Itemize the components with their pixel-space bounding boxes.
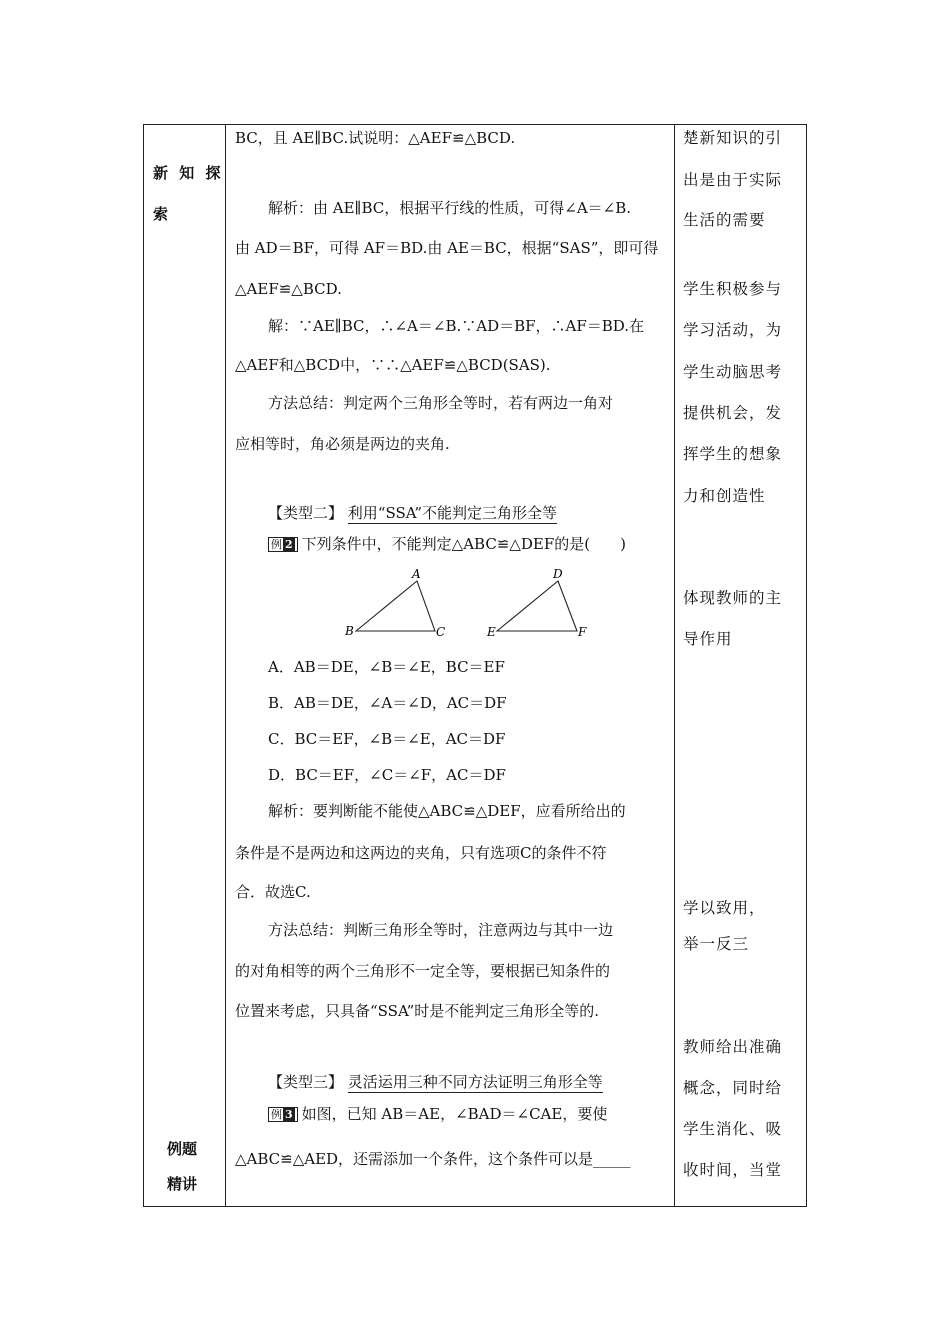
vertex-label-d: D: [553, 567, 563, 581]
text-line: 应相等时，角必须是两边的夹角.: [235, 435, 450, 453]
type2-tag: 【类型二】: [268, 504, 344, 522]
option-c: C．BC＝EF，∠B＝∠E，AC＝DF: [268, 730, 506, 748]
section-label-new-knowledge: 新 知 探: [153, 164, 224, 182]
note-line: 体现教师的主: [683, 589, 783, 607]
option-d: D．BC＝EF，∠C＝∠F，AC＝DF: [268, 766, 506, 784]
text-line: △ABC≌△AED，还需添加一个条件，这个条件可以是_____: [235, 1150, 631, 1168]
example2-text: 下列条件中，不能判定△ABC≌△DEF的是( ): [301, 535, 626, 553]
triangles-figure: [340, 566, 600, 642]
example3-line: [268, 1104, 607, 1124]
text-line: 由 AD＝BF，可得 AF＝BD.由 AE＝BC，根据“SAS”，即可得: [235, 239, 659, 257]
text-line: 方法总结：判定两个三角形全等时，若有两边一角对: [268, 394, 614, 412]
text-line: 合．故选C.: [235, 883, 311, 901]
type3-title: 灵活运用三种不同方法证明三角形全等: [347, 1073, 603, 1091]
type3-heading: [268, 1071, 603, 1092]
text-line: △AEF≌△BCD.: [235, 280, 342, 298]
example2-line: [268, 534, 626, 554]
triangle-abc: [356, 581, 435, 631]
note-line: 学生动脑思考: [683, 363, 783, 381]
option-b: B．AB＝DE，∠A＝∠D，AC＝DF: [268, 694, 507, 712]
note-line: 生活的需要: [683, 211, 766, 229]
triangle-def: [497, 581, 577, 631]
note-line: 挥学生的想象: [683, 445, 783, 463]
example-badge: 例 2: [268, 537, 298, 552]
type2-heading: [268, 502, 557, 523]
vertex-label-a: A: [412, 567, 421, 581]
column-divider-1: [225, 125, 226, 1206]
note-line: 学以致用，: [683, 899, 766, 917]
option-a: A．AB＝DE，∠B＝∠E，BC＝EF: [268, 658, 505, 676]
vertex-label-c: C: [436, 625, 446, 639]
note-line: 举一反三: [683, 935, 750, 953]
note-line: 力和创造性: [683, 487, 766, 505]
text-line: 解析：要判断能不能使△ABC≌△DEF，应看所给出的: [268, 802, 626, 820]
note-line: 概念，同时给: [683, 1079, 783, 1097]
note-line: 导作用: [683, 630, 733, 648]
text-line: 位置来考虑，只具备“SSA”时是不能判定三角形全等的.: [235, 1002, 600, 1020]
text-line: BC，且 AE∥BC.试说明：△AEF≌△BCD.: [235, 129, 516, 147]
note-line: 教师给出准确: [683, 1038, 783, 1056]
type2-title: 利用“SSA”不能判定三角形全等: [347, 504, 558, 522]
vertex-label-f: F: [578, 625, 587, 639]
section-label-examples: 例题: [167, 1140, 198, 1158]
text-line: 解：∵AE∥BC，∴∠A＝∠B.∵AD＝BF，∴AF＝BD.在: [268, 317, 645, 335]
note-line: 学生积极参与: [683, 280, 783, 298]
text-line: 解析：由 AE∥BC，根据平行线的性质，可得∠A＝∠B.: [268, 199, 632, 217]
type3-tag: 【类型三】: [268, 1073, 344, 1091]
section-label-examples-cont: 精讲: [167, 1175, 198, 1193]
note-line: 出是由于实际: [683, 171, 783, 189]
vertex-label-b: B: [345, 624, 354, 638]
example3-text: 如图，已知 AB＝AE，∠BAD＝∠CAE，要使: [301, 1105, 608, 1123]
text-line: 条件是不是两边和这两边的夹角，只有选项C的条件不符: [235, 844, 607, 862]
text-line: 的对角相等的两个三角形不一定全等，要根据已知条件的: [235, 962, 611, 980]
note-line: 楚新知识的引: [683, 129, 783, 147]
text-line: △AEF和△BCD中，∵∴△AEF≌△BCD(SAS).: [235, 356, 551, 374]
vertex-label-e: E: [487, 625, 496, 639]
column-divider-2: [674, 125, 675, 1206]
note-line: 学生消化、吸: [683, 1120, 783, 1138]
text-line: 方法总结：判断三角形全等时，注意两边与其中一边: [268, 921, 614, 939]
note-line: 提供机会，发: [683, 404, 783, 422]
note-line: 学习活动，为: [683, 321, 783, 339]
section-label-new-knowledge-cont: 索: [153, 205, 169, 223]
note-line: 收时间，当堂: [683, 1161, 783, 1179]
example-badge: 例 3: [268, 1107, 298, 1122]
